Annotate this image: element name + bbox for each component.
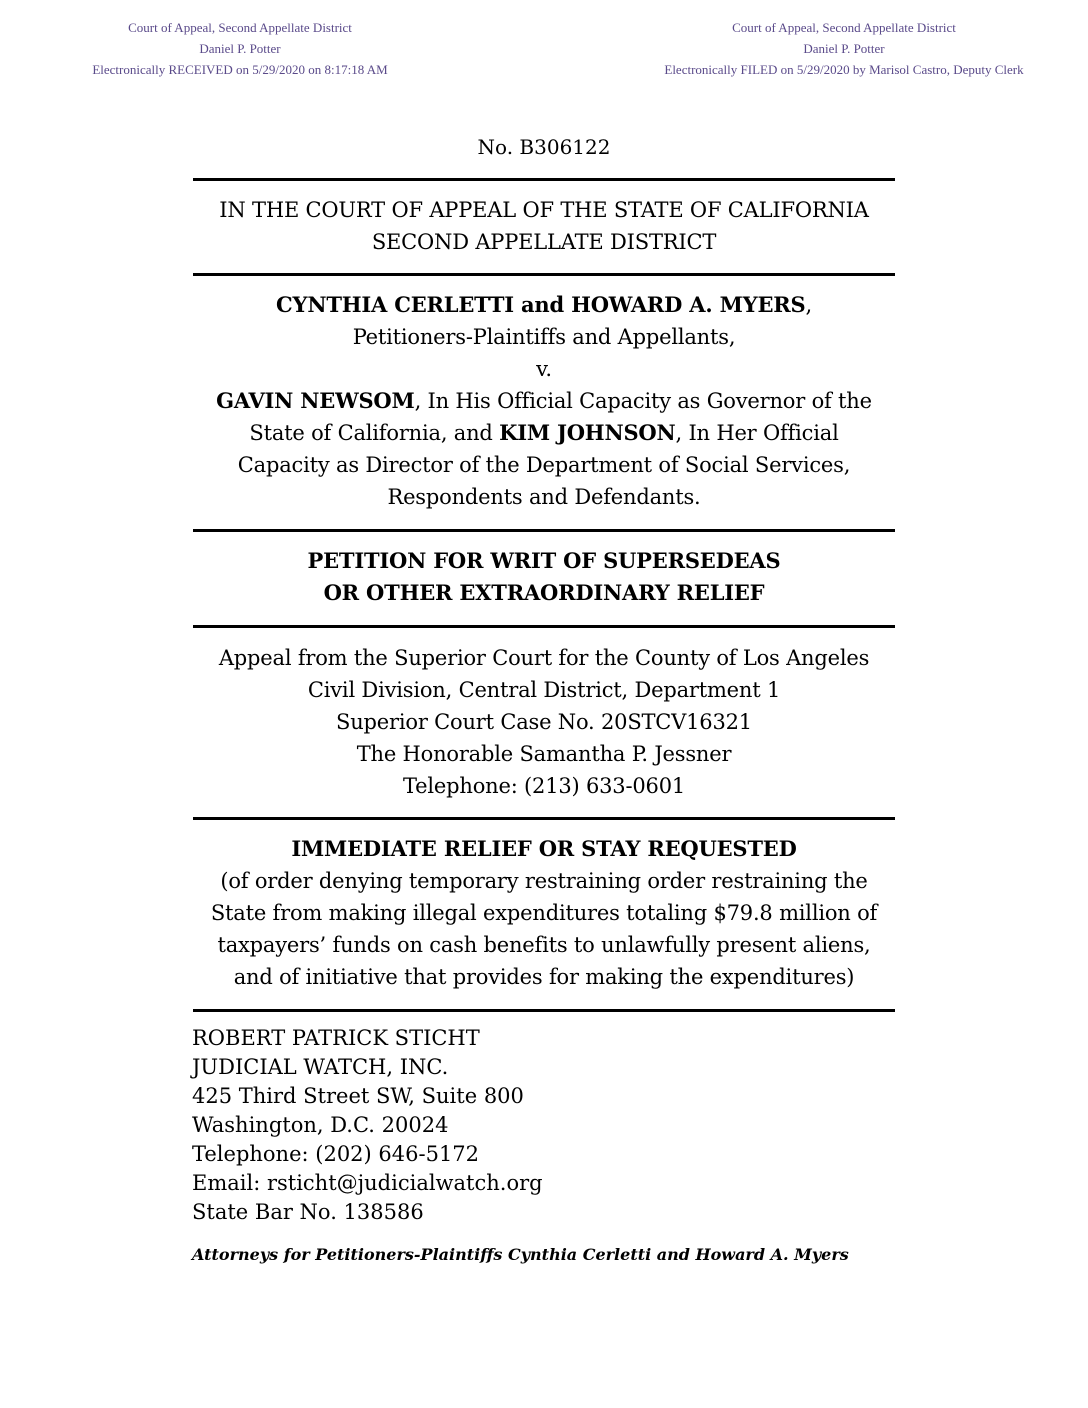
respondent-1-desc: , In His Official Capacity as Governor of the: [414, 389, 872, 413]
relief-line-1: (of order denying temporary restraining order restraining the: [220, 869, 868, 893]
filed-stamp-clerk: Daniel P. Potter: [803, 41, 885, 56]
respondent-1-name: GAVIN NEWSOM: [216, 388, 415, 413]
relief-line-4: and of initiative that provides for making the expenditures): [233, 965, 855, 989]
respondent-line-1: [180, 385, 908, 417]
petition-title-line-1: PETITION FOR WRIT OF SUPERSEDEAS: [307, 548, 781, 573]
appeal-line-4: The Honorable Samantha P. Jessner: [356, 742, 732, 766]
counsel-firm: JUDICIAL WATCH, INC.: [192, 1055, 449, 1079]
relief-line-3: taxpayers’ funds on cash benefits to unlawfully present aliens,: [217, 933, 871, 957]
court-line-1: IN THE COURT OF APPEAL OF THE STATE OF CALIFORNIA: [219, 198, 869, 222]
filed-stamp: [634, 17, 1054, 80]
divider: [193, 817, 895, 820]
respondents-role: Respondents and Defendants.: [387, 485, 701, 509]
received-stamp-status: Electronically RECEIVED on 5/29/2020 on 8:17:18 AM: [92, 62, 388, 77]
petition-title: [180, 545, 908, 609]
respondent-2-name: KIM JOHNSON: [499, 420, 676, 445]
divider: [193, 273, 895, 276]
counsel-address-1: 425 Third Street SW, Suite 800: [192, 1084, 524, 1108]
court-line-2: SECOND APPELLATE DISTRICT: [371, 230, 717, 254]
divider: [193, 1009, 895, 1012]
divider: [193, 178, 895, 181]
respondent-line-3: Capacity as Director of the Department of Social Services,: [237, 453, 851, 477]
received-stamp-court: Court of Appeal, Second Appellate District: [128, 20, 352, 35]
petitioners-line: [180, 289, 908, 321]
respondent-1-desc-cont: State of California, and: [249, 421, 500, 445]
petitioners-comma: ,: [805, 293, 812, 317]
filed-stamp-status: Electronically FILED on 5/29/2020 by Marisol Castro, Deputy Clerk: [664, 62, 1024, 77]
appeal-line-2: Civil Division, Central District, Department 1: [307, 678, 781, 702]
counsel-bar-number: State Bar No. 138586: [192, 1200, 424, 1224]
counsel-telephone: Telephone: (202) 646-5172: [192, 1142, 480, 1166]
received-stamp: [30, 17, 450, 80]
petition-title-line-2: OR OTHER EXTRAORDINARY RELIEF: [323, 580, 765, 605]
respondent-2-desc: , In Her Official: [675, 421, 839, 445]
counsel-email: Email: rsticht@judicialwatch.org: [192, 1171, 543, 1195]
relief-requested: [180, 833, 908, 993]
received-stamp-clerk: Daniel P. Potter: [199, 41, 281, 56]
versus: v.: [536, 357, 552, 381]
case-number: No. B306122: [477, 135, 611, 159]
court-caption: [180, 194, 908, 258]
counsel-block: [192, 1024, 543, 1227]
petitioners-names: CYNTHIA CERLETTI and HOWARD A. MYERS: [276, 292, 806, 317]
appeal-line-5: Telephone: (213) 633-0601: [402, 774, 686, 798]
respondent-line-2: [180, 417, 908, 449]
appeal-info: [180, 642, 908, 802]
counsel-name: ROBERT PATRICK STICHT: [192, 1026, 480, 1050]
appeal-line-3: Superior Court Case No. 20STCV16321: [336, 710, 752, 734]
appeal-line-1: Appeal from the Superior Court for the County of Los Angeles: [218, 646, 870, 670]
relief-line-2: State from making illegal expenditures totaling $79.8 million of: [210, 901, 878, 925]
parties-caption: [180, 289, 908, 513]
petitioners-role: Petitioners-Plaintiffs and Appellants,: [352, 325, 736, 349]
attorneys-for: Attorneys for Petitioners-Plaintiffs Cynthia Cerletti and Howard A. Myers: [192, 1245, 849, 1264]
filed-stamp-court: Court of Appeal, Second Appellate District: [732, 20, 956, 35]
relief-heading: IMMEDIATE RELIEF OR STAY REQUESTED: [291, 836, 797, 861]
counsel-address-2: Washington, D.C. 20024: [192, 1113, 449, 1137]
divider: [193, 625, 895, 628]
divider: [193, 529, 895, 532]
